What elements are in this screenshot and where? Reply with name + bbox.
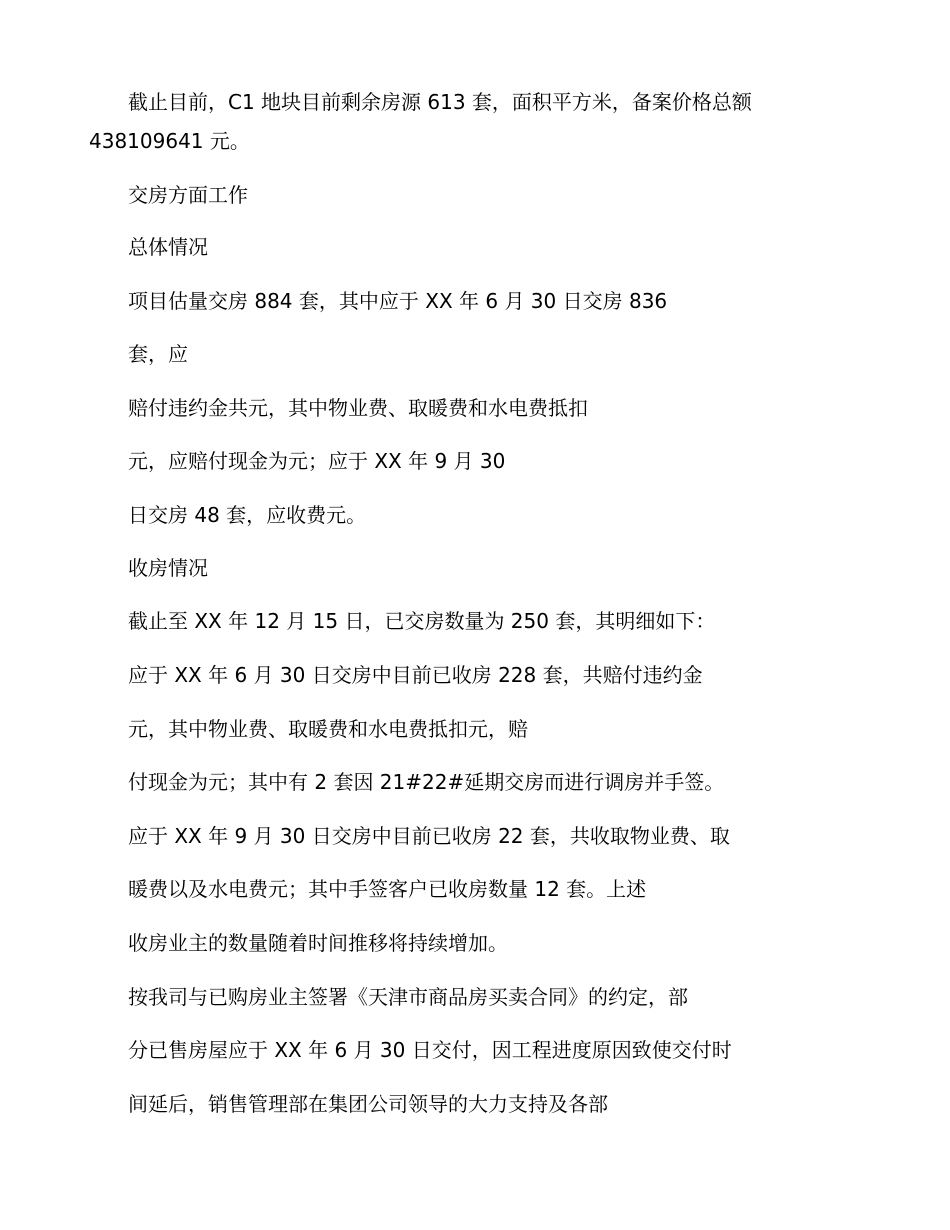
text-line-8: 元，应赔付现金为元；应于 XX 年 9 月 30 [128,449,506,473]
text-line-15: 应于 XX 年 9 月 30 日交房中目前已收房 22 套，共收取物业费、取 [128,824,730,848]
text-line-5: 项目估量交房 884 套，其中应于 XX 年 6 月 30 日交房 836 [128,289,668,313]
text-line-7: 赔付违约金共元，其中物业费、取暖费和水电费抵扣 [128,396,588,420]
text-line-6: 套，应 [128,342,188,366]
section-heading-overview: 总体情况 [128,235,208,259]
text-line-1: 截止目前，C1 地块目前剩余房源 613 套，面积平方米，备案价格总额 [128,90,752,114]
section-heading-receipt: 收房情况 [128,556,208,580]
text-line-14: 付现金为元；其中有 2 套因 21#22#延期交房而进行调房并手签。 [128,770,725,794]
text-line-13: 元，其中物业费、取暖费和水电费抵扣元，赔 [128,717,528,741]
text-line-2: 438109641 元。 [89,129,250,153]
text-line-16: 暖费以及水电费元；其中手签客户已收房数量 12 套。上述 [128,877,647,901]
text-line-20: 间延后，销售管理部在集团公司领导的大力支持及各部 [128,1092,608,1116]
text-line-11: 截止至 XX 年 12 月 15 日，已交房数量为 250 套，其明细如下： [128,609,716,633]
section-heading-delivery: 交房方面工作 [128,183,248,207]
text-line-19: 分已售房屋应于 XX 年 6 月 30 日交付，因工程进度原因致使交付时 [128,1038,732,1062]
text-line-17: 收房业主的数量随着时间推移将持续增加。 [128,931,508,955]
text-line-9: 日交房 48 套，应收费元。 [128,503,367,527]
text-line-18: 按我司与已购房业主签署《天津市商品房买卖合同》的约定，部 [128,985,688,1009]
text-line-12: 应于 XX 年 6 月 30 日交房中目前已收房 228 套，共赔付违约金 [128,663,703,687]
